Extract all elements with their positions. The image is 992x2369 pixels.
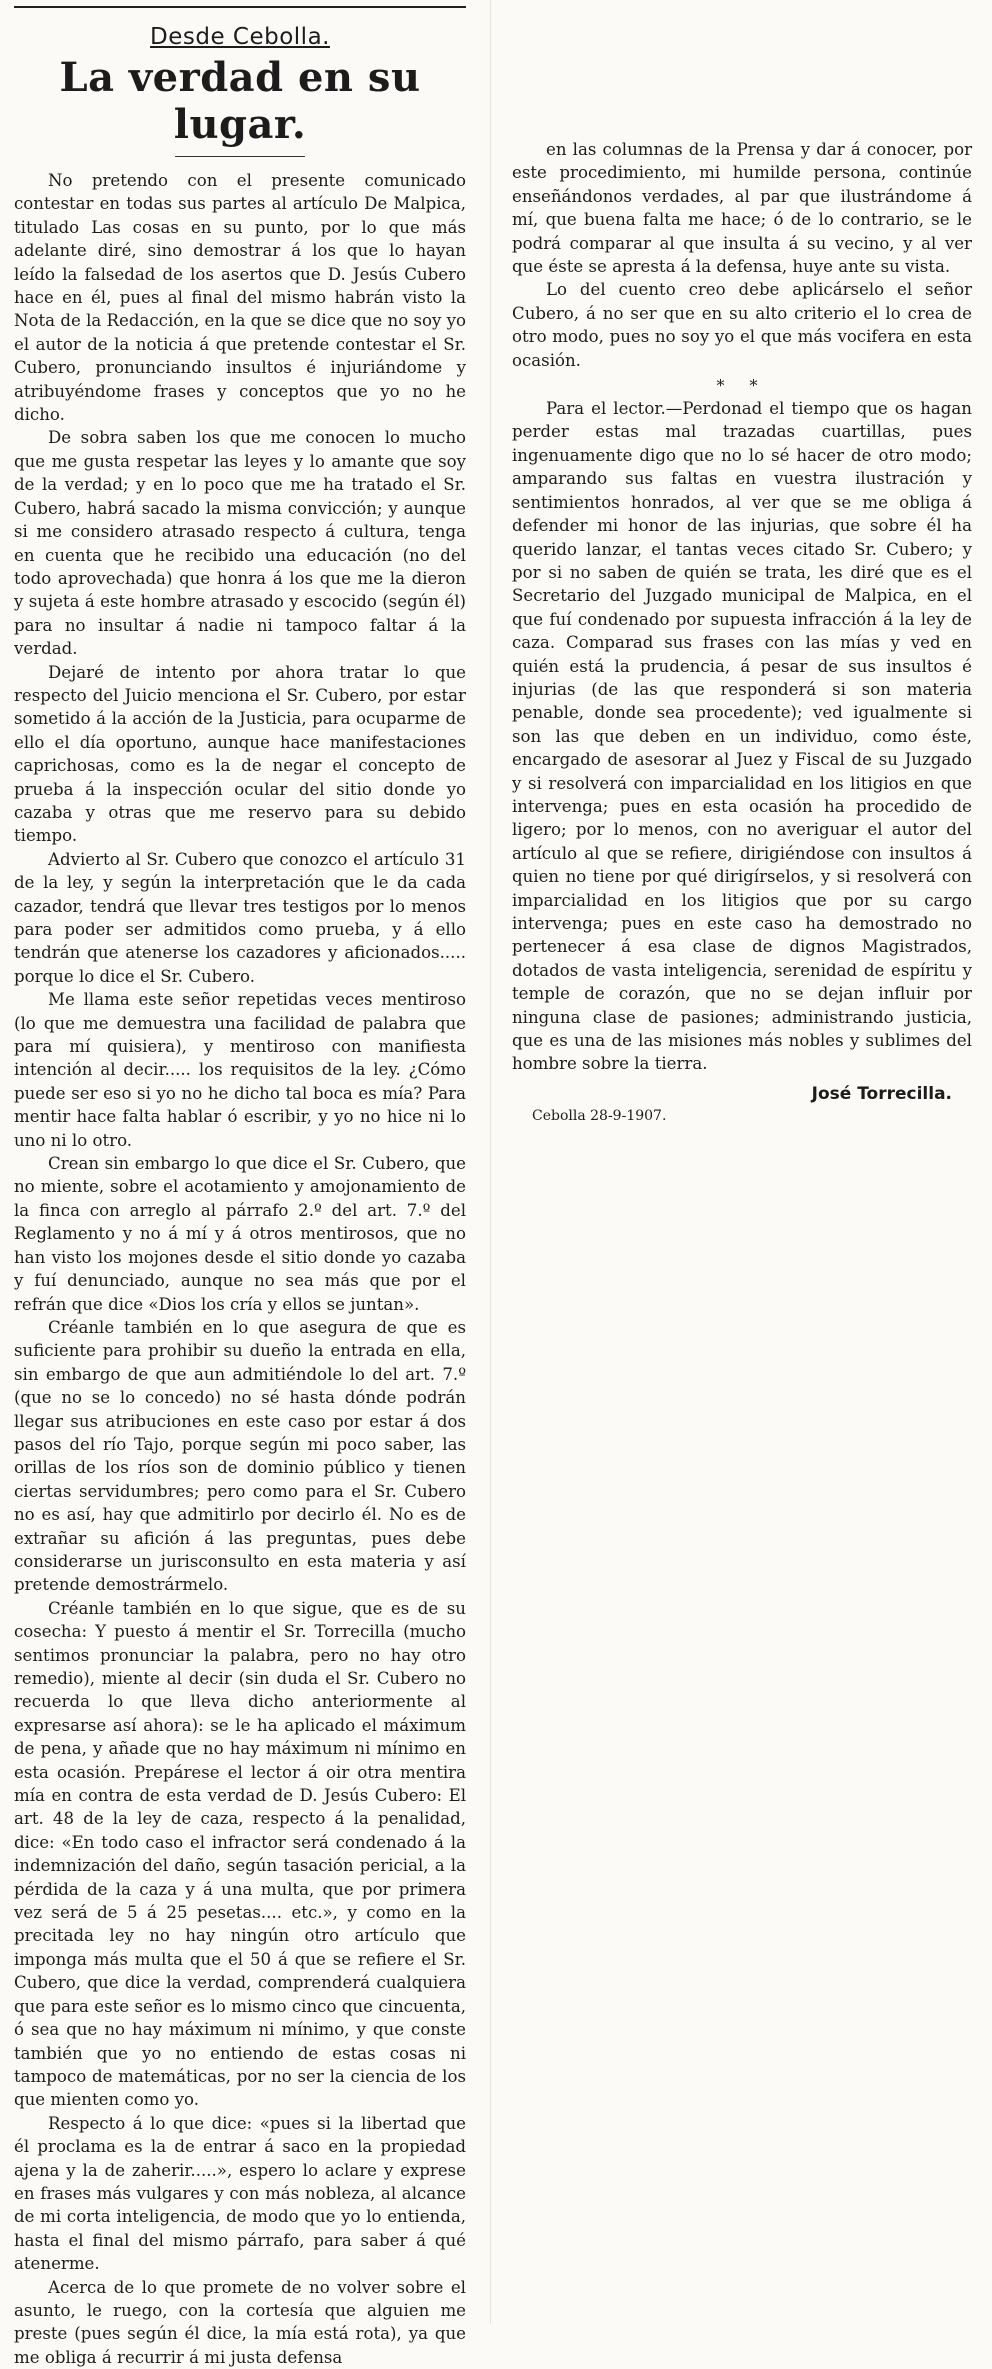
left-paragraph-3: Dejaré de intento por ahora tratar lo que respecto del Juicio menciona el Sr. Cubero, por estar sometido á la acción de la Justicia, para ocuparme de ello el día oportuno, aunque hace manifestaciones caprichosas, como es la de negar el concepto de prueba á la inspección ocular del sitio donde yo cazaba y otras que me reservo para su debido tiempo. — [14, 662, 466, 846]
title-rule — [175, 156, 305, 157]
dateline: Cebolla 28-9-1907. — [532, 1107, 667, 1124]
section-stars: * * — [716, 376, 768, 396]
left-column — [14, 10, 466, 2367]
section-header: Desde Cebolla. — [150, 24, 330, 50]
top-rule — [14, 6, 466, 8]
signature: José Torrecilla. — [811, 1083, 952, 1104]
left-paragraph-2: De sobra saben los que me conocen lo mucho que me gusta respetar las leyes y lo amante que soy de la verdad; y en lo poco que me ha tratado el Sr. Cubero, habrá sacado la misma convicción; y aunque si me considero atrasado respecto á cultura, tenga en cuenta que he recibido una educación (no del todo aprovechada) que honra á los que me la dieron y sujeta á este hombre atrasado y escocido (según él) para no insultar á nadie ni tampoco faltar á la verdad. — [14, 428, 466, 659]
left-paragraph-4: Advierto al Sr. Cubero que conozco el artículo 31 de la ley, y según la interpretación que le da cada cazador, tendrá que llevar tres testigos por lo menos para poder ser admitidos como prueba, y á ello tendrán que atenerse los cazadores y aficionados..... porque lo dice el Sr. Cubero. — [14, 849, 466, 986]
left-paragraph-8: Créanle también en lo que sigue, que es de su cosecha: Y puesto á mentir el Sr. Torrecilla (mucho sentimos pronunciar la palabra, pero no hay otro remedio), miente al decir (sin duda el Sr. Cubero no recuerda lo que lleva dicho anteriormente al expresarse así ahora): se le ha aplicado el máximum de pena, y añade que no hay máximum ni mínimo en esta ocasión. Prepárese el lector á oir otra mentira mía en contra de esta verdad de D. Jesús Cubero: El art. 48 de la ley de caza, respecto á la penalidad, dice: «En todo caso el infractor será condenado á la indemnización del daño, según tasación pericial, a la pérdida de la caza y á una multa, que por primera vez será de 5 á 25 pesetas.... etc.», y como en la precitada ley no hay ningún otro artículo que imponga más multa que el 50 á que se refiere el Sr. Cubero, que dice la verdad, comprenderá cualquiera que para este señor es lo mismo cinco que cincuenta, ó sea que no hay máximum ni mínimo, y que conste también que yo no entiendo de estas cosas ni tampoco de matemáticas, por no ser la ciencia de los que mienten como yo. — [14, 1598, 466, 2110]
right-column — [512, 138, 972, 1188]
right-paragraph-2: Lo del cuento creo debe aplicárselo el señor Cubero, á no ser que en su alto criterio el lo crea de otro modo, pues no soy yo el que más vocifera en esta ocasión. — [512, 280, 972, 370]
right-paragraph-1: en las columnas de la Prensa y dar á conocer, por este procedimiento, mi humilde persona, continúe enseñándonos verdades, al par que ilustrándome á mí, que buena falta me hace; ó de lo contrario, se le podrá comparar al que insulta á su vecino, y al ver que éste se apresta á la defensa, huye ante su vista. — [512, 140, 972, 277]
article-title: La verdad en su lugar. — [59, 54, 421, 148]
left-paragraph-1: No pretendo con el presente comunicado contestar en todas sus partes al artículo De Malpica, titulado Las cosas en su punto, por lo que más adelante diré, sino demostrar á los que lo hayan leído la falsedad de los asertos que D. Jesús Cubero hace en él, pues al final del mismo habrán visto la Nota de la Redacción, en la que se dice que no soy yo el autor de la noticia á que pretende contestar el Sr. Cubero, pronunciando insultos é injuriándome y atribuyéndome frases y conceptos que yo no he dicho. — [14, 171, 466, 425]
left-paragraph-10: Acerca de lo que promete de no volver sobre el asunto, le ruego, con la cortesía que alguien me preste (pues según él dice, la mía está rota), ya que me obliga á recurrir á mi justa defensa — [14, 2277, 466, 2367]
right-paragraph-3: Para el lector.—Perdonad el tiempo que os hagan perder estas mal trazadas cuartillas, pues ingenuamente digo que no lo sé hacer de otro modo; amparando sus faltas en vuestra ilustración y sentimientos honrados, al ver que se me obliga á defender mi honor de las injurias, que sobre él ha querido lanzar, el tantas veces citado Sr. Cubero; y por si no saben de quién se trata, les diré que es el Secretario del Juzgado municipal de Malpica, en el que fuí condenado por supuesta infracción á la ley de caza. Comparad sus frases con las mías y ved en quién está la prudencia, á pesar de sus insultos é injurias (de las que responderá si son materia penable, donde sea procedente); ved igualmente si son las que deben en un individuo, como éste, encargado de asesorar al Juez y Fiscal de su Juzgado y si resolverá con imparcialidad en los litigios en que intervenga; pues en esta ocasión ha procedido de ligero; por lo menos, con no averiguar el autor del artículo al que se refiere, dirigiéndose con insultos á quien no tiene por qué dirigírselos, y si resolverá con imparcialidad en los litigios que por su cargo intervenga; pues en este caso ha demostrado no pertenecer á esa clase de dignos Magistrados, dotados de vasta inteligencia, serenidad de espíritu y temple de corazón, que no se dejan influir por ninguna clase de pasiones; administrando justicia, que es una de las misiones más nobles y sublimes del hombre sobre la tierra. — [512, 399, 972, 1074]
left-paragraph-5: Me llama este señor repetidas veces mentiroso (lo que me demuestra una facilidad de palabra que para mí quisiera), y mentiroso con manifiesta intención al decir..... los requisitos de la ley. ¿Cómo puede ser eso si yo no he dicho tal boca es mía? Para mentir hace falta hablar ó escribir, y yo no hice ni lo uno ni lo otro. — [14, 990, 466, 1150]
column-separator — [490, 0, 491, 2324]
left-paragraph-9: Respecto á lo que dice: «pues si la libertad que él proclama es la de entrar á saco en la propiedad ajena y la de zaherir.....», espero lo aclare y exprese en frases más vulgares y con más nobleza, al alcance de mi corta inteligencia, de modo que yo lo entienda, hasta el final del mismo párrafo, para saber á qué atenerme. — [14, 2113, 466, 2274]
left-paragraph-6: Crean sin embargo lo que dice el Sr. Cubero, que no miente, sobre el acotamiento y amojonamiento de la finca con arreglo al párrafo 2.º del art. 7.º del Reglamento y no á mí y á otros mentirosos, que no han visto los mojones desde el sitio donde yo cazaba y fuí denunciado, aunque no sea más que por el refrán que dice «Dios los cría y ellos se juntan». — [14, 1154, 466, 1314]
left-paragraph-7: Créanle también en lo que asegura de que es suficiente para prohibir su dueño la entrada en ella, sin embargo de que aun admitiéndole lo del art. 7.º (que no se lo concedo) no sé hasta dónde podrán llegar sus atribuciones en este caso por estar á dos pasos del río Tajo, porque según mi poco saber, las orillas de los ríos son de dominio público y tienen ciertas servidumbres; pero como para el Sr. Cubero no es así, hay que admitirlo por decirlo él. No es de extrañar su afición á las preguntas, pues debe considerarse un jurisconsulto en esta materia y así pretende demostrármelo. — [14, 1317, 466, 1595]
